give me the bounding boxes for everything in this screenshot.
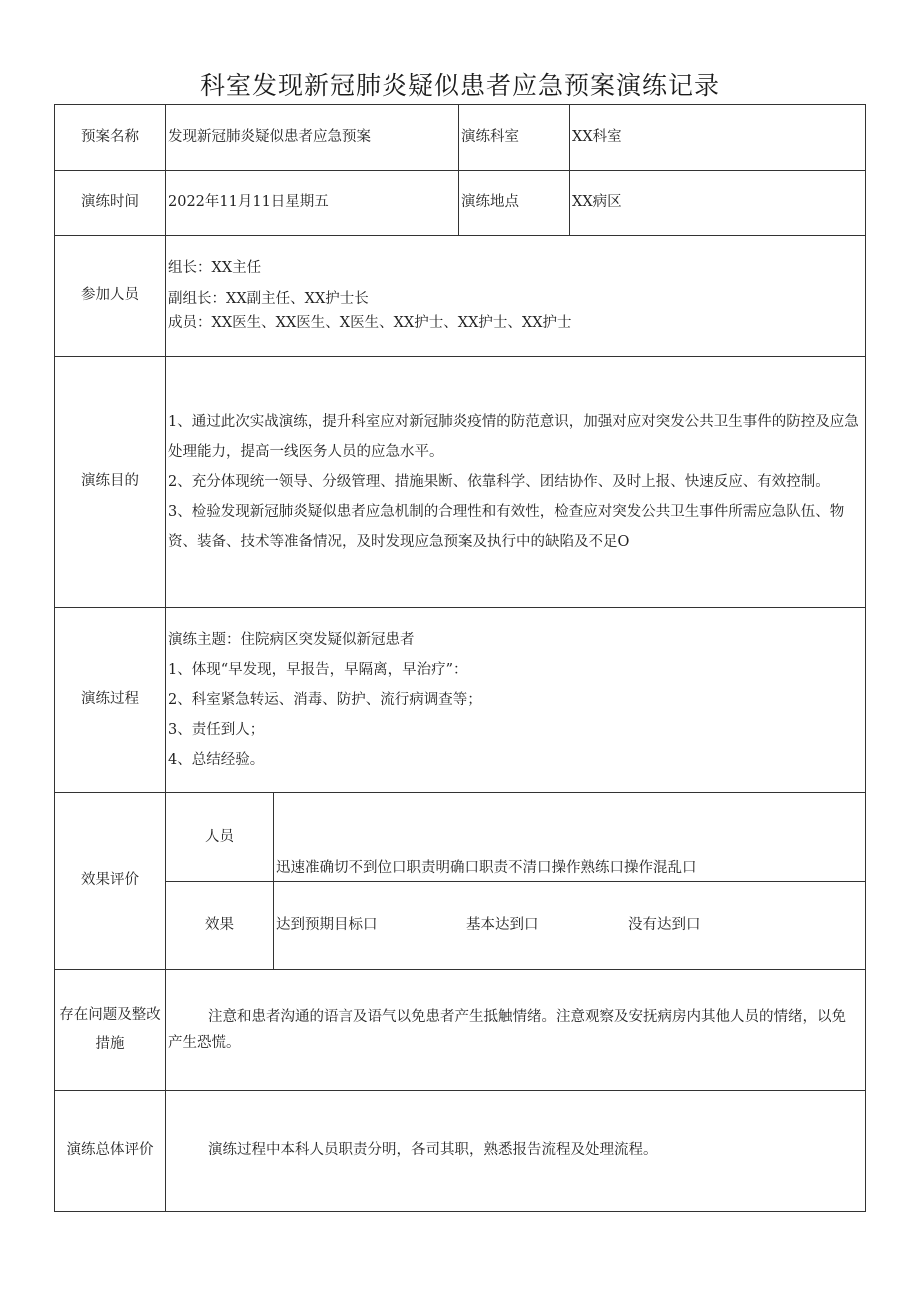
row-plan-name [55, 105, 866, 171]
result-label: 效果 [166, 882, 274, 970]
process-item: 演练主题：住院病区突发疑似新冠患者 [168, 632, 415, 648]
row-effect-result [55, 882, 866, 970]
purpose-value [166, 357, 866, 608]
result-options [274, 882, 866, 970]
location-value: XX病区 [570, 171, 866, 236]
process-item: 1、体现“早发现，早报告，早隔离，早治疗”： [168, 662, 468, 678]
plan-name-label: 预案名称 [55, 105, 166, 171]
process-item: 3、责任到人； [168, 722, 265, 738]
issues-label-line: 措施 [95, 1036, 125, 1052]
purpose-label: 演练目的 [55, 357, 166, 608]
row-purpose [55, 357, 866, 608]
row-participants [55, 236, 866, 357]
row-issues [55, 970, 866, 1091]
participant-leader: 组长：XX主任 [168, 260, 262, 277]
process-value [166, 608, 866, 793]
result-option-target: 达到预期目标口 [276, 916, 378, 933]
time-label: 演练时间 [55, 171, 166, 236]
purpose-item: 2、充分体现统一领导、分级管理、措施果断、依靠科学、团结协作、及时上报、快速反应、有效控制。 [168, 474, 830, 490]
result-option-basic: 基本达到口 [466, 916, 539, 933]
purpose-item: 3、检验发现新冠肺炎疑似患者应急机制的合理性和有效性，检查应对突发公共卫生事件所需应急队伍、物资、装备、技术等准备情况，及时发现应急预案及执行中的缺陷及不足O [168, 504, 845, 550]
plan-name-value: 发现新冠肺炎疑似患者应急预案 [166, 105, 459, 171]
dept-value: XX科室 [570, 105, 866, 171]
row-overall [55, 1091, 866, 1212]
dept-label: 演练科室 [459, 105, 570, 171]
process-item: 2、科室紧急转运、消毒、防护、流行病调查等； [168, 692, 482, 708]
row-time [55, 171, 866, 236]
process-item: 4、总结经验。 [168, 752, 265, 768]
participants-label: 参加人员 [55, 236, 166, 357]
effect-label: 效果评价 [55, 793, 166, 970]
issues-label-line: 存在问题及整改 [59, 1006, 161, 1023]
personnel-label: 人员 [166, 793, 274, 882]
participant-members: 成员：XX医生、XX医生、X医生、XX护士、XX护士、XX护士 [168, 314, 572, 331]
process-label: 演练过程 [55, 608, 166, 793]
overall-label: 演练总体评价 [55, 1091, 166, 1212]
participant-deputy: 副组长：XX副主任、XX护士长 [168, 291, 369, 308]
location-label: 演练地点 [459, 171, 570, 236]
personnel-value: 迅速准确切不到位口职责明确口职责不清口操作熟练口操作混乱口 [274, 793, 866, 882]
purpose-item: 1、通过此次实战演练，提升科室应对新冠肺炎疫情的防范意识，加强对应对突发公共卫生事件的防控及应急处理能力，提高一线医务人员的应急水平。 [168, 414, 859, 460]
row-effect-personnel [55, 793, 866, 882]
overall-value: 演练过程中本科人员职责分明，各司其职，熟悉报告流程及处理流程。 [166, 1091, 866, 1212]
document-title: 科室发现新冠肺炎疑似患者应急预案演练记录 [199, 71, 720, 100]
row-process [55, 608, 866, 793]
participants-value [166, 236, 866, 357]
result-option-none: 没有达到口 [628, 916, 701, 933]
issues-value: 注意和患者沟通的语言及语气以免患者产生抵触情绪。注意观察及安抚病房内其他人员的情绪，以免产生恐慌。 [166, 970, 866, 1091]
drill-record-table [54, 104, 866, 1212]
issues-label [55, 970, 166, 1091]
time-value: 2022年11月11日星期五 [166, 171, 459, 236]
